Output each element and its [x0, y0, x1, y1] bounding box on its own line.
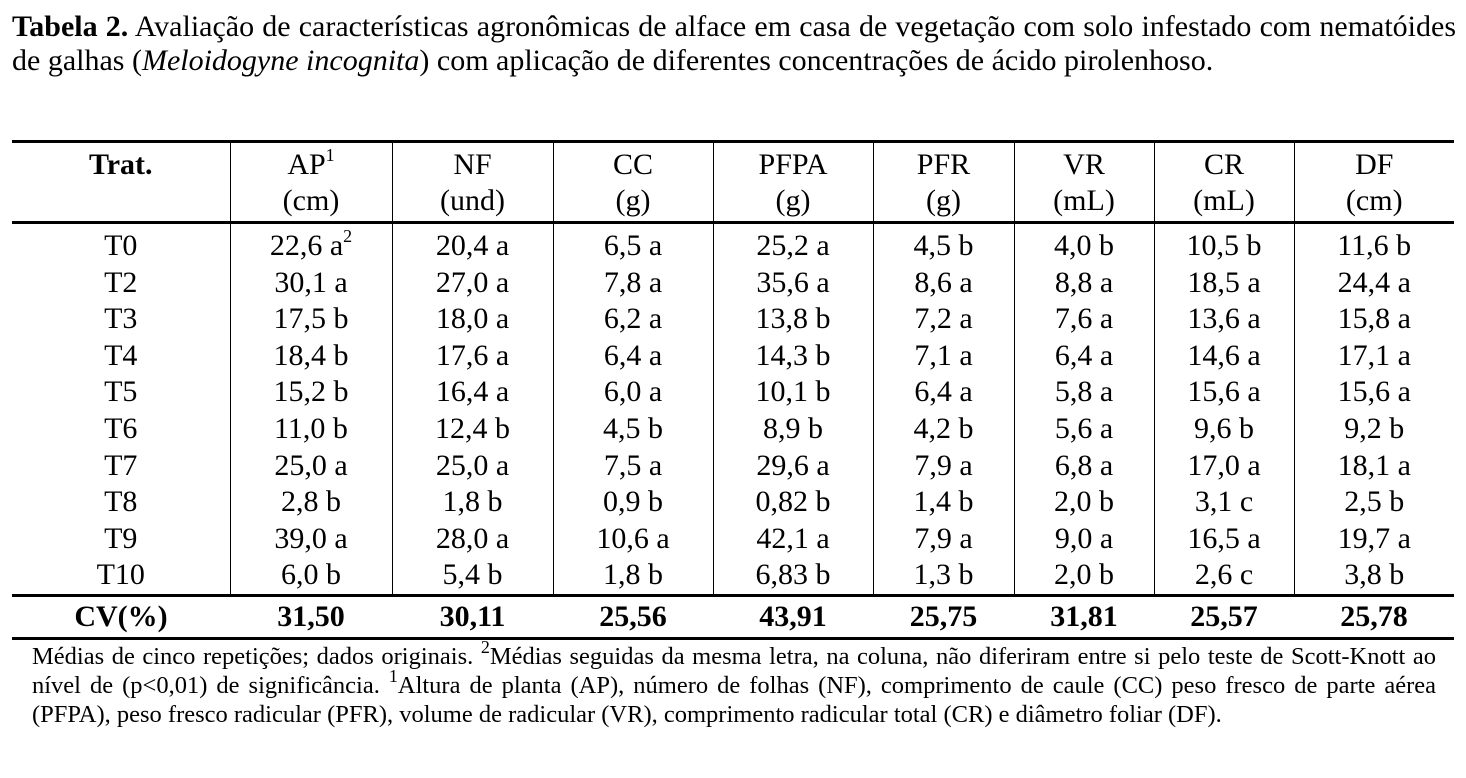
- header-ap: $AP^1$ (cm): [230, 142, 392, 223]
- header-df-unit: (cm): [1345, 184, 1403, 217]
- table-cell: 1,4 b: [873, 484, 1014, 521]
- header-nf: NF (und): [392, 142, 553, 223]
- header-cc: CC (g): [553, 142, 713, 223]
- header-cr: CR (mL): [1154, 142, 1294, 223]
- table-cell: 6,83 b: [713, 557, 873, 595]
- table-cell: 3,8 b: [1294, 557, 1454, 595]
- table-cell: 1,3 b: [873, 557, 1014, 595]
- cv-nf: 30,11: [439, 599, 506, 633]
- table-cell: 17,1 a: [1294, 338, 1454, 375]
- table-cell: 6,4 a: [1014, 338, 1154, 375]
- table-row: [12, 484, 1454, 521]
- table-cell: 13,6 a: [1154, 301, 1294, 338]
- table-cell: 25,0 a: [392, 448, 553, 485]
- footnote-mark-1: 1: [388, 665, 398, 686]
- header-vr-unit: (mL): [1053, 184, 1115, 217]
- table-cell: 30,1 a: [230, 265, 392, 302]
- row-treatment: T0: [104, 229, 138, 262]
- table-cell: 20,4 a: [392, 223, 553, 265]
- header-cc-unit: (g): [615, 184, 651, 217]
- row-treatment: T6: [104, 411, 138, 445]
- table-cell: 15,6 a: [1154, 374, 1294, 411]
- row-treatment: T9: [104, 521, 138, 555]
- table-cell: 35,6 a: [713, 265, 873, 302]
- table-cell: 8,8 a: [1014, 265, 1154, 302]
- table-cell: 6,4 a: [873, 374, 1014, 411]
- table-cell: 8,9 b: [713, 411, 873, 448]
- table-cell: 10,6 a: [553, 521, 713, 558]
- table-cell: 14,3 b: [713, 338, 873, 375]
- table-cell: 10,5 b: [1154, 223, 1294, 265]
- header-vr: VR (mL): [1014, 142, 1154, 223]
- table-cell: 11,6 b: [1294, 223, 1454, 265]
- table-cell: 4,0 b: [1014, 223, 1154, 265]
- header-pfpa: PFPA (g): [713, 142, 873, 223]
- table-cell: 25,0 a: [230, 448, 392, 485]
- cv-vr: 31,81: [1050, 599, 1118, 633]
- table-cell: 39,0 a: [230, 521, 392, 558]
- table-cell: 7,2 a: [873, 301, 1014, 338]
- table-cell: 1,8 b: [392, 484, 553, 521]
- row-treatment: T7: [104, 448, 138, 482]
- row-treatment: T8: [104, 485, 138, 519]
- table-footnotes: [32, 636, 1437, 729]
- table-cell: 2,0 b: [1014, 484, 1154, 521]
- header-nf-unit: (und): [440, 184, 505, 217]
- table-body: [12, 223, 1454, 596]
- table-cell: 18,5 a: [1154, 265, 1294, 302]
- table-row: [12, 223, 1454, 265]
- table-caption: [12, 10, 1456, 78]
- table-row: [12, 301, 1454, 338]
- table-cell: 9,0 a: [1014, 521, 1154, 558]
- table-cell: 1,8 b: [553, 557, 713, 595]
- table-cell: 0,82 b: [713, 484, 873, 521]
- table-cell: 7,6 a: [1014, 301, 1154, 338]
- table-cell: 0,9 b: [553, 484, 713, 521]
- table-cell: 15,6 a: [1294, 374, 1454, 411]
- table-cell: 16,5 a: [1154, 521, 1294, 558]
- table-row: [12, 411, 1454, 448]
- table-cell: 19,7 a: [1294, 521, 1454, 558]
- cv-label: CV(%): [74, 599, 168, 633]
- table-cell: 6,4 a: [553, 338, 713, 375]
- row-treatment: T3: [104, 302, 138, 336]
- table-cell: 3,1 c: [1154, 484, 1294, 521]
- row-treatment: T2: [104, 265, 138, 299]
- table-cell: 17,6 a: [392, 338, 553, 375]
- table-cell: 7,9 a: [873, 448, 1014, 485]
- cv-df: 25,78: [1340, 599, 1408, 633]
- table-cell: 4,5 b: [553, 411, 713, 448]
- table-row: [12, 521, 1454, 558]
- table-cell: 7,8 a: [553, 265, 713, 302]
- cell-footnote-mark: 2: [343, 226, 353, 246]
- table-cell: 7,5 a: [553, 448, 713, 485]
- caption-label: Tabela 2.: [12, 10, 129, 43]
- table-cell: 8,6 a: [873, 265, 1014, 302]
- table-cell: 29,6 a: [713, 448, 873, 485]
- table-cell: 12,4 b: [392, 411, 553, 448]
- caption-text-2: ) com aplicação de diferentes concentrações de ácido pirolenhoso.: [419, 44, 1214, 77]
- table-row: [12, 557, 1454, 595]
- table-row: [12, 374, 1454, 411]
- header-pfr: PFR (g): [873, 142, 1014, 223]
- header-ap-footnote-mark: 1: [325, 145, 335, 165]
- table-cell: 16,4 a: [392, 374, 553, 411]
- table-cell: 25,2 a: [713, 223, 873, 265]
- header-pfr-unit: (g): [926, 184, 961, 217]
- table-cell: 28,0 a: [392, 521, 553, 558]
- table-cell: 42,1 a: [713, 521, 873, 558]
- table-cell: 15,2 b: [230, 374, 392, 411]
- table-cell: 22,6 $a^2$: [230, 223, 392, 265]
- table-cell: 9,2 b: [1294, 411, 1454, 448]
- header-trat: Trat.: [88, 148, 153, 181]
- header-df: DF (cm): [1294, 142, 1454, 223]
- footnote-mark-2: 2: [480, 636, 490, 657]
- table-cell: 24,4 a: [1294, 265, 1454, 302]
- footnote-text-1: Médias de cinco repetições; dados originais.: [32, 643, 481, 670]
- table-row: [12, 448, 1454, 485]
- table-cell: 7,9 a: [873, 521, 1014, 558]
- table-cell: 13,8 b: [713, 301, 873, 338]
- table-cell: 4,5 b: [873, 223, 1014, 265]
- header-ap-unit: (cm): [282, 184, 340, 217]
- table-cell: 2,5 b: [1294, 484, 1454, 521]
- table-row: [12, 265, 1454, 302]
- table-cell: 4,2 b: [873, 411, 1014, 448]
- table-cell: 9,6 b: [1154, 411, 1294, 448]
- table-cell: 17,5 b: [230, 301, 392, 338]
- table-cell: 14,6 a: [1154, 338, 1294, 375]
- caption-text-1: Avaliação de características agronômicas de alface em casa de vegetação com solo infestado com nematóides de galhas (: [12, 10, 1456, 77]
- results-table: [12, 140, 1454, 640]
- header-cr-unit: (mL): [1193, 184, 1255, 217]
- table-cell: 7,1 a: [873, 338, 1014, 375]
- row-treatment: T4: [104, 338, 138, 372]
- footnote-text-3: Altura de planta (AP), número de folhas (NF), comprimento de caule (CC) peso fresco de parte aérea (PFPA), peso fresco radicular (PFR), volume de radicular (VR), comprimento radicular total (CR) e diâmetro foliar (DF).: [32, 672, 1436, 728]
- table-cell: 6,8 a: [1014, 448, 1154, 485]
- row-treatment: T5: [104, 375, 138, 409]
- table-cell: 6,5 a: [553, 223, 713, 265]
- table-cell: 10,1 b: [713, 374, 873, 411]
- header-row: [12, 142, 1454, 223]
- table-cell: 17,0 a: [1154, 448, 1294, 485]
- table-cell: 11,0 b: [230, 411, 392, 448]
- header-pfpa-unit: (g): [775, 184, 811, 217]
- row-treatment: T10: [96, 558, 145, 592]
- cv-cr: 25,57: [1190, 599, 1258, 633]
- table-cell: 5,6 a: [1014, 411, 1154, 448]
- table-cell: 18,1 a: [1294, 448, 1454, 485]
- table-cell: 2,6 c: [1154, 557, 1294, 595]
- caption-species: Meloidogyne incognita: [141, 44, 420, 77]
- table-row: [12, 338, 1454, 375]
- cv-pfr: 25,75: [909, 599, 978, 633]
- table-cell: 6,0 b: [230, 557, 392, 595]
- table-cell: 5,4 b: [392, 557, 553, 595]
- cv-pfpa: 43,91: [759, 599, 827, 633]
- table-cell: 6,2 a: [553, 301, 713, 338]
- table-cell: 18,0 a: [392, 301, 553, 338]
- table-cell: 6,0 a: [553, 374, 713, 411]
- table-cell: 5,8 a: [1014, 374, 1154, 411]
- cv-ap: 31,50: [277, 599, 345, 633]
- table-cell: 18,4 b: [230, 338, 392, 375]
- footnote-text-2: Médias seguidas da mesma letra, na coluna, não diferiram entre si pelo teste de Scott-Knott ao nível de (p<0,01) de significância.: [32, 643, 1437, 699]
- table-cell: 2,8 b: [230, 484, 392, 521]
- table-cell: 27,0 a: [392, 265, 553, 302]
- table-cell: 15,8 a: [1294, 301, 1454, 338]
- table-cell: 2,0 b: [1014, 557, 1154, 595]
- cv-row: [12, 595, 1454, 638]
- cv-cc: 25,56: [599, 599, 667, 633]
